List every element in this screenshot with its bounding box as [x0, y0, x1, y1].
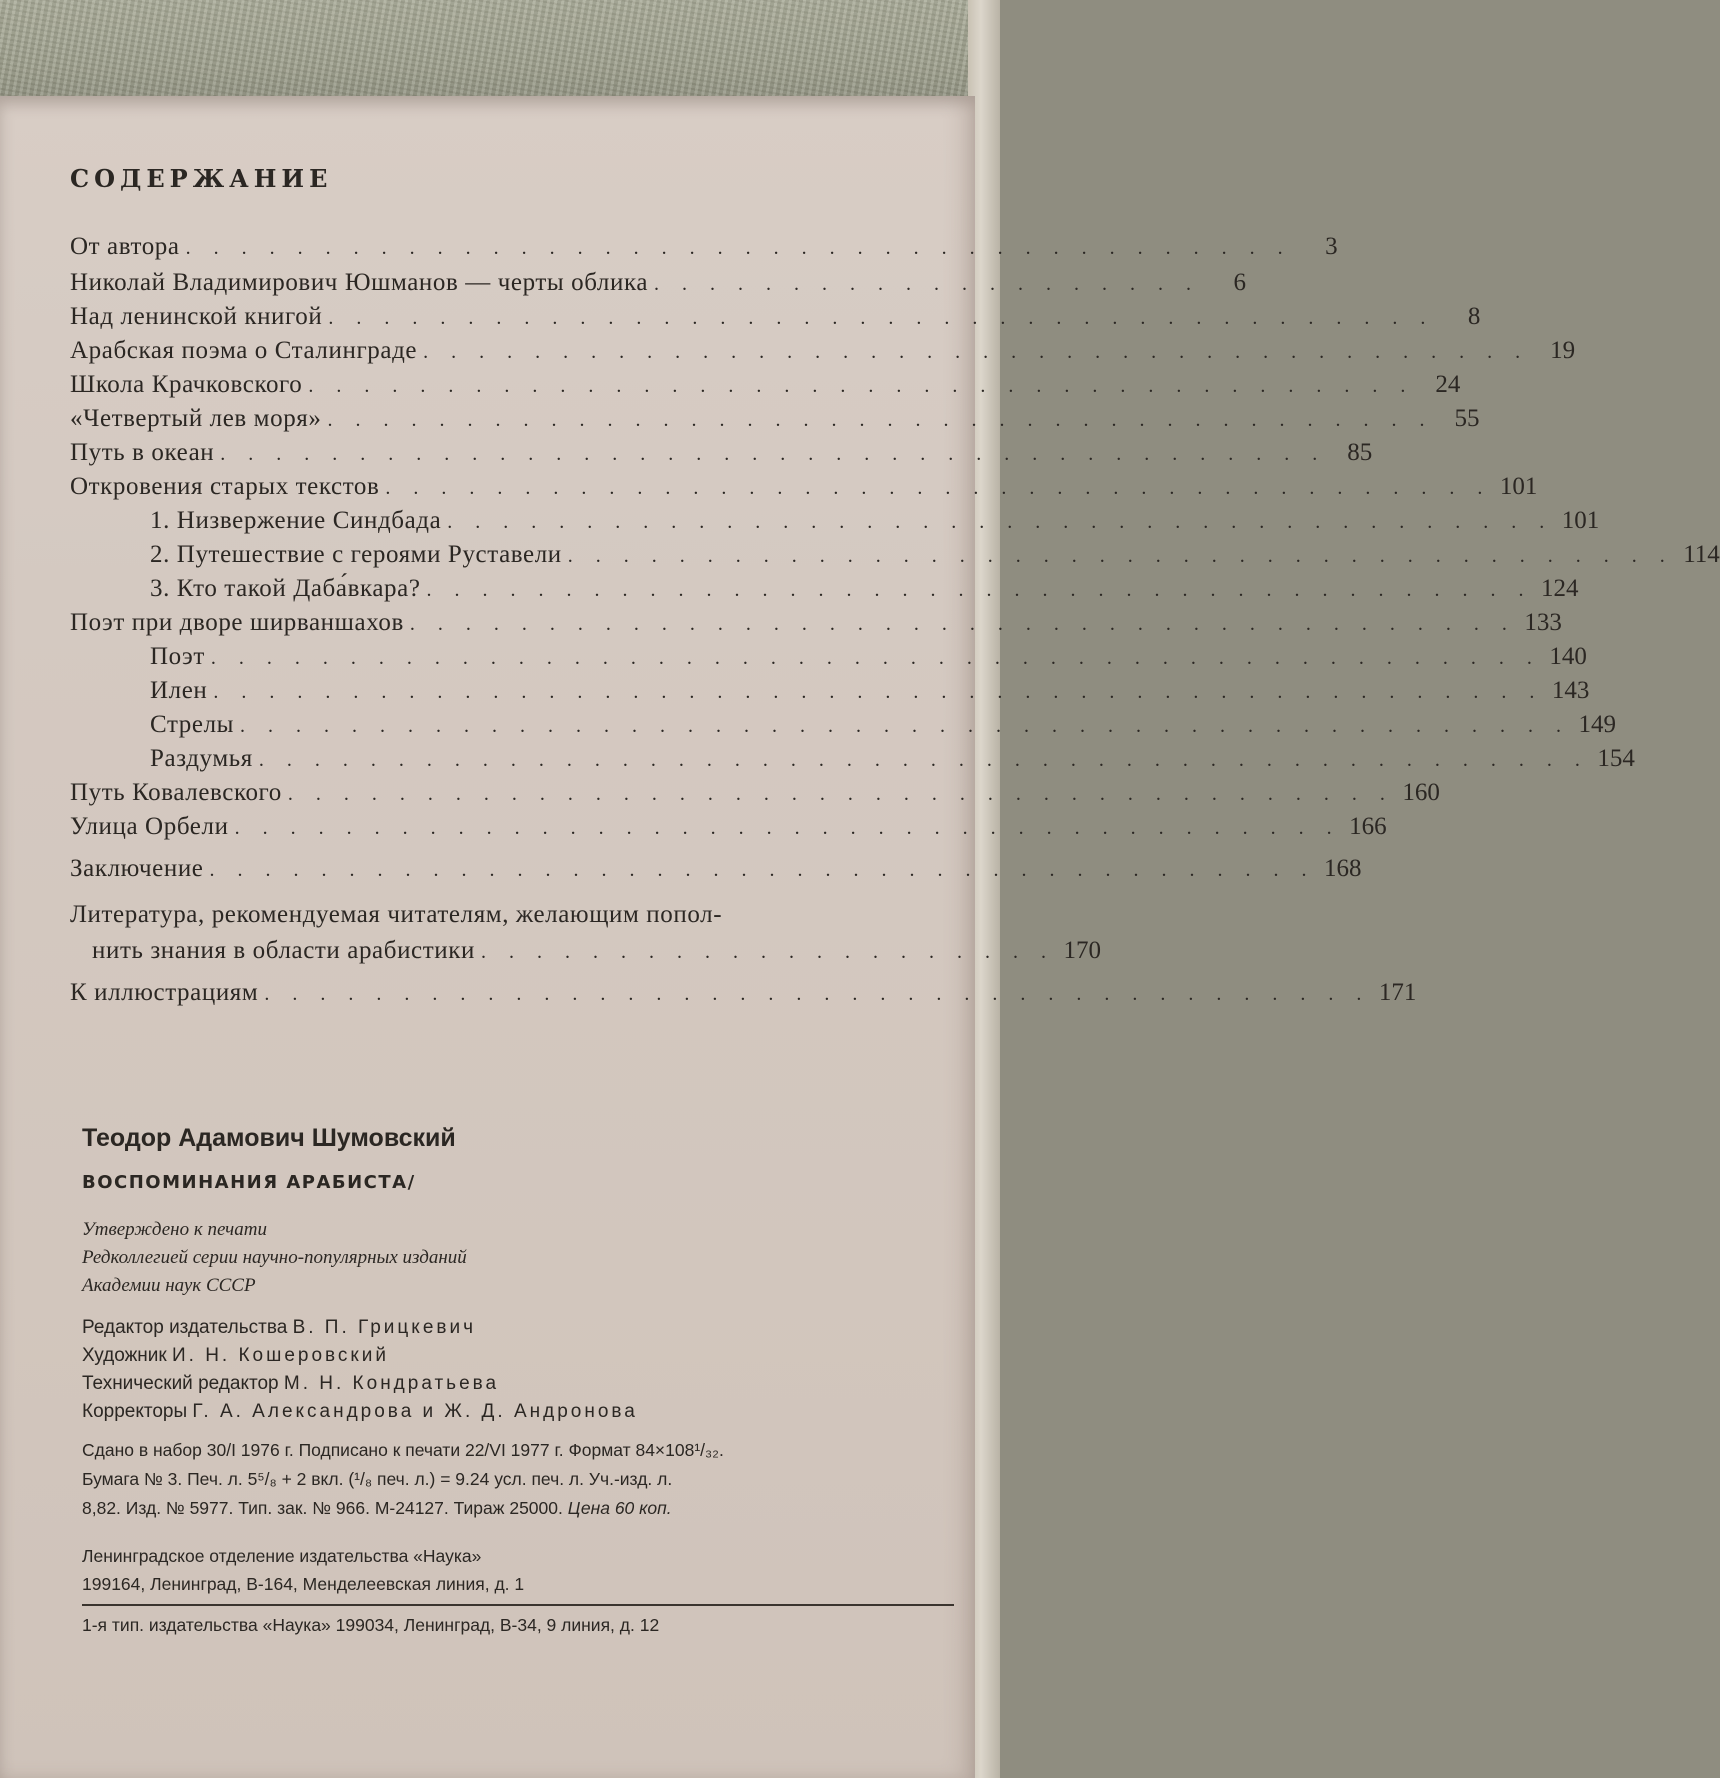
toc-entry	[150, 538, 1720, 572]
toc-entry-page: 114	[1683, 541, 1720, 568]
publisher-line: 199164, Ленинград, В-164, Менделеевская линия, д. 1	[82, 1574, 525, 1594]
book-page	[0, 96, 1720, 1778]
price: Цена 60 коп.	[567, 1498, 672, 1518]
toc-entry-page: 154	[1597, 745, 1635, 772]
toc-leader: . . . . . . . . . . . . . . . . . . . . . . . . . . . . . . . . . . . . . . . .	[185, 237, 1292, 259]
toc-entry	[150, 708, 1617, 742]
credit-name: Г. А. Александрова и Ж. Д. Андронова	[192, 1401, 638, 1422]
credit-line	[82, 1314, 638, 1342]
pub-line: Бумага № 3. Печ. л. 5⁵/₈ + 2 вкл. (¹/₈ печ. л.) = 9.24 усл. печ. л. Уч.-изд. л.	[82, 1469, 673, 1489]
toc-entry-page: 133	[1524, 609, 1562, 636]
divider-rule	[82, 1604, 954, 1606]
publication-info	[82, 1436, 962, 1523]
toc-entry-title-line1: Литература, рекомендуемая читателям, желающим попол-	[70, 901, 723, 928]
toc-entry	[70, 334, 1576, 368]
toc-entry-title: От автора	[70, 233, 180, 260]
pub-line	[82, 1494, 962, 1523]
toc-entry-title: Школа Крачковского	[70, 371, 303, 398]
toc-entry-title: 3. Кто такой Даба́вкара?	[150, 575, 421, 602]
toc-leader: . . . . . . . . . . . . . . . . . . . .	[654, 273, 1201, 295]
toc-entry-title: Заключение	[70, 855, 204, 882]
toc-entry	[70, 300, 1481, 334]
toc-entry-page: 101	[1499, 473, 1538, 500]
toc-entry-title: Над ленинской книгой	[70, 303, 323, 330]
toc-leader: . . . . . . . . . . . . . . . . . . . . . . . . . . . . . . . . . . . . . . . . . . . . . . . .	[213, 681, 1544, 703]
credit-name: И. Н. Кошеровский	[171, 1345, 389, 1366]
toc-entry-title: Поэт при дворе ширваншахов	[70, 609, 404, 636]
toc-leader: . . . . . . . . . . . . . . . . . . . . . . . . . . . . . . . . . . . . . . . .	[287, 783, 1394, 805]
toc-entry-page: 24	[1435, 371, 1461, 398]
toc-entry-title: Николай Владимирович Юшманов — черты облика	[70, 269, 649, 296]
publisher-info	[82, 1542, 524, 1598]
toc-entry-title: Путь в океан	[70, 439, 215, 466]
toc-entry	[70, 266, 1247, 300]
toc-entry	[150, 640, 1587, 674]
toc-entry-page: 85	[1347, 439, 1373, 466]
toc-entry	[70, 776, 1440, 810]
toc-leader: . . . . . . . . . . . . . . . . . . . . . . . . . . . . . . . . . . . . . . . .	[264, 983, 1371, 1005]
toc-entry-page: 140	[1549, 643, 1587, 670]
approval-line: Редколлегией серии научно-популярных изданий	[82, 1247, 467, 1268]
credit-role: Технический редактор	[82, 1373, 279, 1394]
credit-name: М. Н. Кондратьева	[283, 1373, 500, 1394]
toc-entry-title: Илен	[150, 677, 208, 704]
toc-leader: . . . . . . . . . . . . . . . . . . . . . . . . . . . . . . . . . . . . . . . . . . . . . . . .	[258, 749, 1589, 771]
publisher-line: Ленинградское отделение издательства «Наука»	[82, 1546, 482, 1566]
toc-leader: . . . . . . . . . . . . . . . . . . . . . . . . . . . . . . . . . . . . . . . .	[423, 341, 1530, 363]
toc-entry	[70, 230, 1338, 264]
toc-entry-title: Улица Орбели	[70, 813, 229, 840]
approval-line: Академии наук СССР	[82, 1275, 256, 1296]
toc-entry	[92, 934, 1101, 968]
printer-info: 1-я тип. издательства «Наука» 199034, Ленинград, В-34, 9 линия, д. 12	[82, 1615, 660, 1635]
toc-leader: . . . . . . . . . . . . . . . . . . . . . . . . . . . . . . . . . . . . . . . .	[385, 477, 1492, 499]
pub-line: Сдано в набор 30/I 1976 г. Подписано к печати 22/VI 1977 г. Формат 84×108¹/₃₂.	[82, 1440, 724, 1460]
toc-entry	[70, 402, 1480, 436]
toc-leader: . . . . . . . . . . . . . . . . . . . . .	[480, 941, 1055, 963]
toc-entry	[70, 368, 1461, 402]
toc-entry-title: 1. Низвержение Синдбада	[150, 507, 442, 534]
toc-entry-title: нить знания в области арабистики	[92, 937, 475, 964]
pub-line-text: 8,82. Изд. № 5977. Тип. зак. № 966. М-24127. Тираж 25000.	[82, 1498, 563, 1518]
approval-note	[82, 1216, 467, 1300]
toc-entry-page: 171	[1378, 979, 1417, 1006]
toc-leader: . . . . . . . . . . . . . . . . . . . . . . . . . . . . . . . . . . . . . . . .	[447, 511, 1554, 533]
toc-entry-title: Откровения старых текстов	[70, 473, 380, 500]
credit-name: В. П. Грицкевич	[292, 1317, 476, 1338]
toc-entry	[70, 976, 1417, 1010]
credit-line	[82, 1398, 638, 1426]
toc-leader: . . . . . . . . . . . . . . . . . . . . . . . . . . . . . . . . . . . . . . . .	[308, 375, 1415, 397]
credits-list	[82, 1314, 638, 1426]
toc-entry-title: К иллюстрациям	[70, 979, 259, 1006]
credit-role: Корректоры	[82, 1401, 188, 1422]
toc-entry-page: 166	[1349, 813, 1387, 840]
toc-entry-page: 168	[1324, 855, 1362, 882]
toc-leader: . . . . . . . . . . . . . . . . . . . . . . . . . . . . . . . . . . . . . . . .	[209, 859, 1316, 881]
toc-entry	[150, 572, 1579, 606]
toc-entry-page: 101	[1561, 507, 1600, 534]
toc-entry-page: 143	[1551, 677, 1590, 704]
credit-line	[82, 1342, 638, 1370]
toc-entry-page: 6	[1233, 269, 1247, 296]
toc-entry	[70, 810, 1387, 844]
toc-entry-page: 149	[1578, 711, 1617, 738]
toc-entry-page: 124	[1541, 575, 1579, 602]
toc-heading: СОДЕРЖАНИЕ	[70, 164, 333, 193]
cloth-background	[0, 0, 1000, 110]
toc-leader: . . . . . . . . . . . . . . . . . . . . . . . . . . . . . . . . . . . . . . . .	[567, 545, 1674, 567]
toc-entry-title: 2. Путешествие с героями Руставели	[150, 541, 562, 568]
toc-entry	[70, 436, 1373, 470]
credit-role: Художник	[82, 1345, 167, 1366]
toc-entry-title: Стрелы	[150, 711, 235, 738]
toc-entry	[70, 470, 1538, 504]
toc-entry-page: 8	[1467, 303, 1481, 330]
toc-leader: . . . . . . . . . . . . . . . . . . . . . . . . . . . . . . . . . . . . . . . .	[409, 613, 1516, 635]
book-title: ВОСПОМИНАНИЯ АРАБИСТА/	[82, 1172, 416, 1193]
toc-entry-page: 55	[1454, 405, 1480, 432]
toc-entry-title: «Четвертый лев моря»	[70, 405, 322, 432]
approval-line: Утверждено к печати	[82, 1219, 267, 1240]
toc-entry-page: 160	[1402, 779, 1440, 806]
toc-entry-title: Арабская поэма о Сталинграде	[70, 337, 418, 364]
toc-entry	[150, 742, 1635, 776]
toc-leader: . . . . . . . . . . . . . . . . . . . . . . . . . . . . . . . . . . . . . . . .	[234, 817, 1341, 839]
toc-entry-page: 19	[1550, 337, 1576, 364]
toc-entry-title: Путь Ковалевского	[70, 779, 282, 806]
toc-entry-title: Поэт	[150, 643, 205, 670]
credit-line	[82, 1370, 638, 1398]
toc-entry	[70, 852, 1362, 886]
toc-entry	[70, 606, 1562, 640]
toc-entry-page: 3	[1325, 233, 1338, 260]
toc-leader: . . . . . . . . . . . . . . . . . . . . . . . . . . . . . . . . . . . . . . . . . . . . . . . .	[240, 715, 1571, 737]
toc-leader: . . . . . . . . . . . . . . . . . . . . . . . . . . . . . . . . . . . . . . . .	[426, 579, 1533, 601]
toc-leader: . . . . . . . . . . . . . . . . . . . . . . . . . . . . . . . . . . . . . . . .	[327, 409, 1434, 431]
toc-entry	[150, 504, 1600, 538]
toc-entry-title: Раздумья	[150, 745, 253, 772]
toc-leader: . . . . . . . . . . . . . . . . . . . . . . . . . . . . . . . . . . . . . . . .	[328, 307, 1435, 329]
credit-role: Редактор издательства	[82, 1317, 288, 1338]
toc-entry-page: 170	[1063, 937, 1101, 964]
toc-leader: . . . . . . . . . . . . . . . . . . . . . . . . . . . . . . . . . . . . . . . . . . . . . . . .	[210, 647, 1541, 669]
toc-leader: . . . . . . . . . . . . . . . . . . . . . . . . . . . . . . . . . . . . . . . .	[220, 443, 1327, 465]
author-name: Теодор Адамович Шумовский	[82, 1124, 456, 1152]
toc-entry	[150, 674, 1590, 708]
